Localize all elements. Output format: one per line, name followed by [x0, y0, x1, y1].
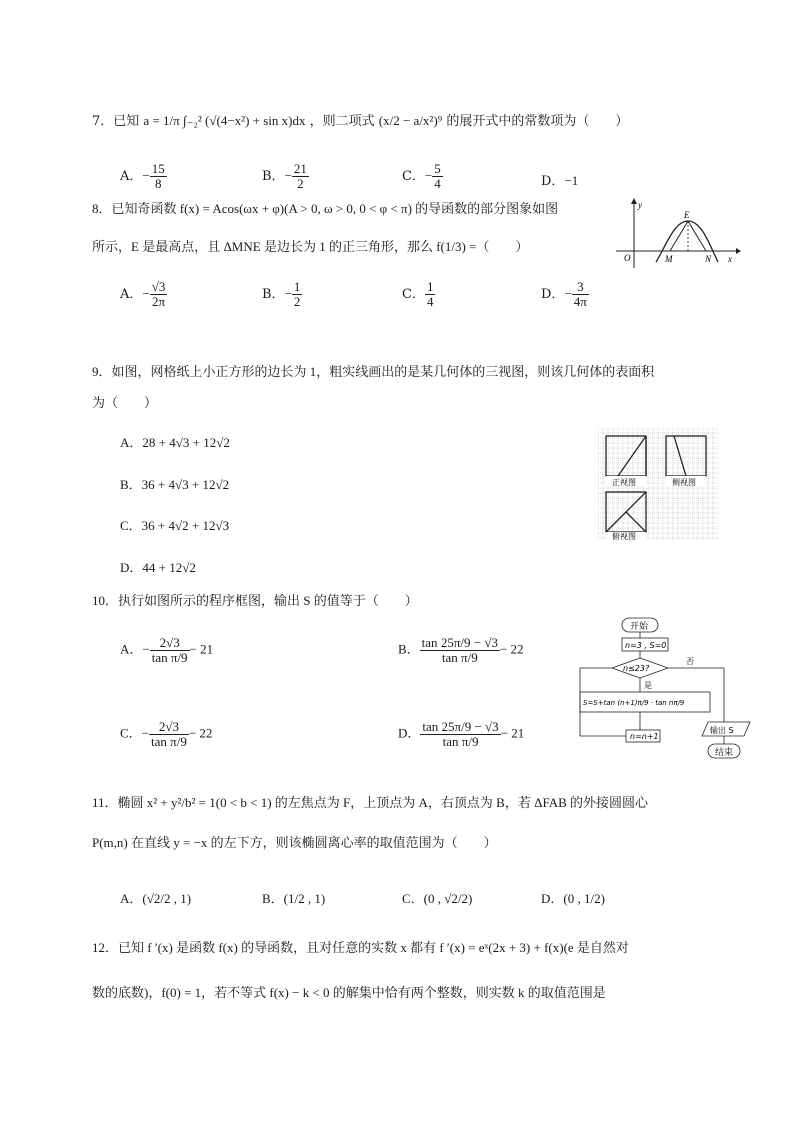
tan-word: tan [422, 719, 439, 734]
q10-option-c: C．− $\frac{2√3}{\text{tan π/9}}$ − 22 [120, 719, 213, 749]
option-sign: − [284, 286, 292, 301]
q10-option-d [398, 720, 524, 749]
fraction-numerator: 1 [293, 279, 301, 294]
option-fraction [292, 280, 303, 309]
label-e: E [684, 210, 690, 220]
fraction-denominator: 2 [297, 176, 304, 191]
fraction-numerator: 3 [572, 280, 589, 295]
option-label: B． [398, 641, 420, 657]
q9-option-c [120, 515, 229, 534]
q12-stem-line-1: 12．已知 f ′(x) 是函数 f(x) 的导函数，且对任意的实数 x 都有 f ′(x) = eˣ(2x + 3) + f(x)(e 是自然对 [92, 940, 629, 955]
top-view-label: 俯视图 [612, 532, 636, 540]
option-fraction [420, 636, 500, 665]
option-fraction [420, 720, 500, 749]
label-y: y [638, 200, 642, 210]
option-value: 28 + 4√3 + 12√2 [142, 435, 230, 450]
option-value: (0 , 1/2) [563, 891, 605, 906]
option-fraction [292, 162, 309, 191]
fraction-denominator: 4 [434, 176, 441, 191]
q8-option-d [541, 280, 589, 309]
flow-start-text: 开始 [630, 622, 649, 632]
q8-stem-line-1: 8．已知奇函数 f(x) = Acos(ωx + φ)(A > 0, ω > 0, 0 < φ < π) 的导函数的部分图象如图 [92, 201, 559, 216]
q7-option-c [402, 162, 443, 191]
option-fraction [432, 162, 443, 191]
option-label: A． [120, 435, 143, 450]
tan-expression: 25π/9 − √3 [440, 635, 498, 650]
tan-argument: π/9 [170, 650, 188, 665]
fraction-numerator: 1 [426, 279, 434, 294]
option-label: A． [120, 891, 143, 906]
option-label: D． [398, 725, 421, 741]
option-tail: − 21 [500, 725, 525, 741]
option-label: A． [120, 287, 143, 302]
q7-stem-formula: a = 1/π ∫₋₂² (√(4−x²) + sin x)dx [143, 113, 306, 128]
q9-three-view-figure [598, 428, 718, 540]
q7-stem-binom: (x/2 − a/x²)⁹ [378, 113, 443, 128]
label-m: M [665, 254, 673, 264]
option-fraction [149, 720, 189, 749]
q9-option-d [120, 557, 196, 576]
option-fraction [150, 636, 190, 665]
tan-argument: π/9 [170, 734, 187, 749]
q9-stem-line-1: 9．如图，网格纸上小正方形的边长为 1，粗实线画出的是某几何体的三视图，则该几何体的表面积 [92, 364, 655, 379]
q10-option-a: A．− $\frac{2√3}{\text{tan π/9}}$ − 21 [120, 635, 214, 665]
option-fraction [150, 280, 168, 309]
fraction-denominator: tan π/9 [441, 650, 478, 665]
fraction-numerator: 15 [151, 161, 165, 176]
fraction-denominator: tan π/9 [151, 650, 188, 665]
tan-expression: 25π/9 − √3 [441, 719, 499, 734]
label-x: x [728, 254, 732, 264]
option-label: B． [262, 169, 285, 184]
option-label: D． [541, 891, 564, 906]
option-sign: − [142, 286, 150, 301]
option-value: 36 + 4√2 + 12√3 [141, 518, 230, 533]
option-fraction [150, 162, 167, 191]
option-label: D． [541, 287, 565, 302]
flow-init-text: n=3 , S=0 [625, 641, 667, 650]
option-label: B． [120, 477, 142, 492]
flow-output-text: 输出 S [710, 726, 734, 735]
fraction-denominator: 8 [154, 176, 162, 191]
q7-option-d [541, 170, 578, 189]
option-sign: − [284, 168, 292, 183]
option-label: C． [402, 287, 425, 302]
q11-stem-line-2: P(m,n) 在直线 y = −x 的左下方，则该椭圆离心率的取值范围为（ ） [92, 835, 497, 850]
option-label: B． [262, 891, 284, 906]
q10-option-b [398, 636, 524, 665]
option-label: C． [120, 518, 142, 533]
q8-option-b [262, 280, 302, 309]
tan-word: tan [421, 635, 438, 650]
q8-graph-figure [612, 196, 742, 270]
flow-condition-text: n≤23? [623, 664, 650, 673]
option-tail: − 22 [499, 641, 524, 657]
fraction-numerator: 2√3 [149, 720, 189, 735]
option-label: A． [120, 641, 143, 657]
tan-argument: π/9 [461, 650, 478, 665]
option-tail: − 22 [188, 725, 213, 741]
fraction-denominator: 2π [152, 294, 166, 309]
q7-stem-suffix: 的展开式中的常数项为（ ） [446, 114, 629, 129]
fraction-denominator: 4π [573, 294, 587, 309]
option-value: 44 + 12√2 [142, 560, 196, 575]
q8-option-a [120, 280, 167, 309]
option-label: D． [541, 174, 565, 189]
q11-option-a [120, 888, 191, 907]
q11-option-c [402, 888, 472, 907]
side-view [666, 436, 706, 476]
flow-yes-label: 是 [644, 681, 652, 690]
q9-stem-line-2: 为（ ） [92, 395, 158, 410]
label-n: N [705, 254, 712, 264]
fraction-numerator: 5 [434, 161, 441, 176]
q7-option-a [120, 162, 167, 191]
fraction-numerator: √3 [151, 279, 166, 294]
fraction-denominator: 4 [426, 294, 434, 309]
q7-stem-mid: ，则二项式 [309, 114, 375, 129]
option-label: C． [120, 725, 142, 741]
option-tail: − 21 [189, 641, 214, 657]
q8-stem-line-2: 所示，E 是最高点，且 ΔMNE 是边长为 1 的正三角形，那么 f(1/3) =（ ） [92, 239, 529, 254]
option-label: D． [120, 560, 143, 575]
q8-option-c [402, 280, 435, 309]
option-sign: − [564, 286, 572, 301]
q11-stem-line-1: 11．椭圆 x² + y²/b² = 1(0 < b < 1) 的左焦点为 F，上顶点为 A，右顶点为 B，若 ΔFAB 的外接圆圆心 [92, 795, 649, 810]
flow-body-text: S=S+tan (n+1)π/9 · tan nπ/9 [583, 699, 685, 707]
q10-stem: 10．执行如图所示的程序框图，输出 S 的值等于（ ） [92, 593, 418, 608]
option-value: 36 + 4√3 + 12√2 [141, 477, 230, 492]
q7-option-b [262, 162, 309, 191]
fraction-numerator [420, 636, 500, 651]
tan-argument: π/9 [461, 734, 479, 749]
option-sign: − [424, 168, 433, 183]
option-label: A． [120, 169, 143, 184]
flow-end-text: 结束 [715, 748, 734, 758]
option-label: C． [402, 891, 424, 906]
q7-stem [92, 112, 628, 131]
q9-option-b [120, 474, 229, 493]
option-label: C． [402, 169, 425, 184]
flow-increment-text: n=n+1 [630, 732, 659, 741]
fraction-numerator: 21 [293, 161, 307, 176]
fraction-denominator: 2 [293, 294, 301, 309]
q9-option-a [120, 432, 230, 451]
front-view [606, 436, 646, 476]
fraction-denominator: tan π/9 [151, 734, 187, 749]
label-o: O [624, 253, 631, 263]
fraction-denominator: tan π/9 [442, 734, 479, 749]
y-axis-arrow [631, 198, 637, 204]
side-view-label: 侧视图 [672, 478, 696, 487]
option-value: (0 , √2/2) [423, 891, 473, 906]
q11-option-d [541, 888, 605, 907]
flow-no-label: 否 [686, 657, 694, 666]
option-fraction [572, 280, 589, 309]
option-value: (√2/2 , 1) [142, 891, 192, 906]
option-value: (1/2 , 1) [283, 891, 326, 906]
x-axis-arrow [736, 248, 741, 254]
front-view-label: 正视图 [612, 478, 636, 487]
q10-flowchart [576, 614, 756, 764]
option-label: B． [262, 287, 285, 302]
option-fraction [425, 280, 436, 309]
fraction-numerator: 2√3 [150, 636, 190, 651]
q12-stem-line-2: 数的底数)，f(0) = 1，若不等式 f(x) − k < 0 的解集中恰有两个整数，则实数 k 的取值范围是 [92, 985, 606, 1000]
option-sign: − [142, 168, 150, 183]
q7-stem-prefix: 7．已知 [92, 114, 140, 129]
option-value: −1 [564, 173, 579, 188]
fraction-numerator [420, 720, 500, 735]
q11-option-b [262, 888, 325, 907]
